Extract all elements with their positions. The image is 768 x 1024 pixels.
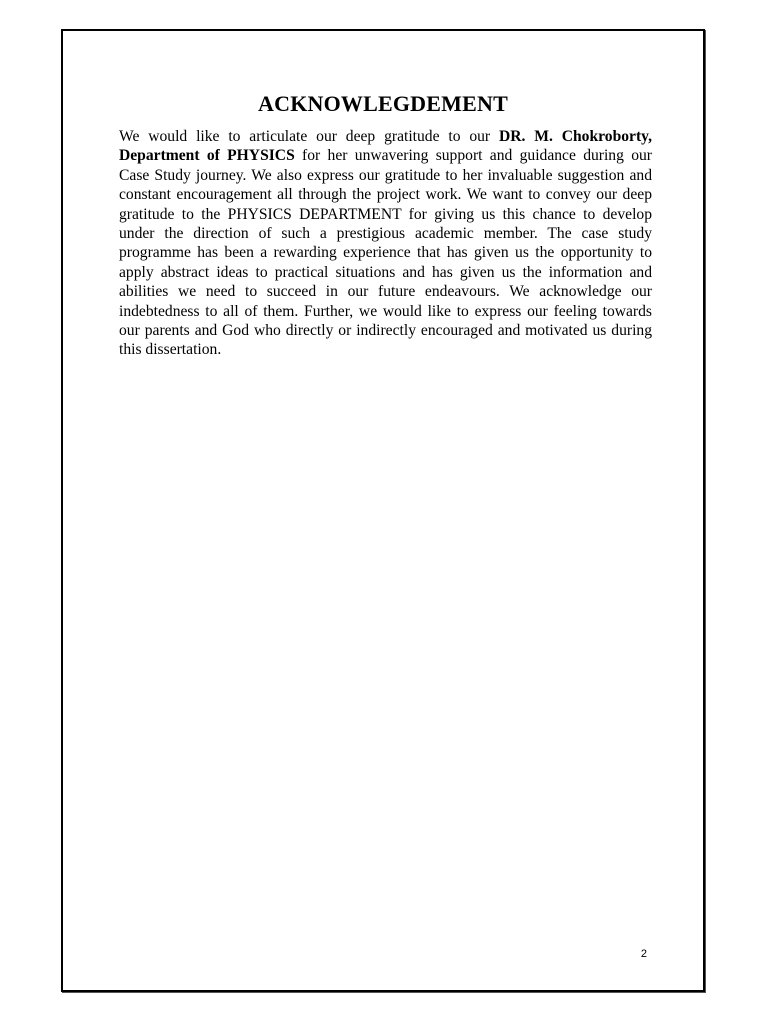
page-number: 2 bbox=[640, 948, 647, 960]
guide-name: DR. M. Chokroborty, bbox=[498, 128, 652, 145]
department-name: Department of PHYSICS bbox=[119, 147, 295, 165]
acknowledgement-paragraph bbox=[119, 127, 652, 360]
page-frame bbox=[61, 29, 705, 992]
paragraph-intro: We would like to articulate our deep gratitude to our bbox=[119, 128, 499, 145]
paragraph-body: for her unwavering support and guidance during our Case Study journey. We also express our gratitude to her invaluable suggestion and constant encouragement all through the project work. We want to convey our deep gratitude to the PHYSICS DEPARTMENT for giving us this chance to develop under the direction of such a prestigious academic member. The case study programme has been a rewarding experience that has given us the opportunity to apply abstract ideas to practical situations and has given us the information and abilities we need to succeed in our future endeavours. We acknowledge our indebtedness to all of them. Further, we would like to express our feeling towards our parents and God who directly or indirectly encouraged and motivated us during this dissertation. bbox=[119, 147, 652, 359]
page-title: ACKNOWLEGDEMENT bbox=[258, 91, 508, 116]
